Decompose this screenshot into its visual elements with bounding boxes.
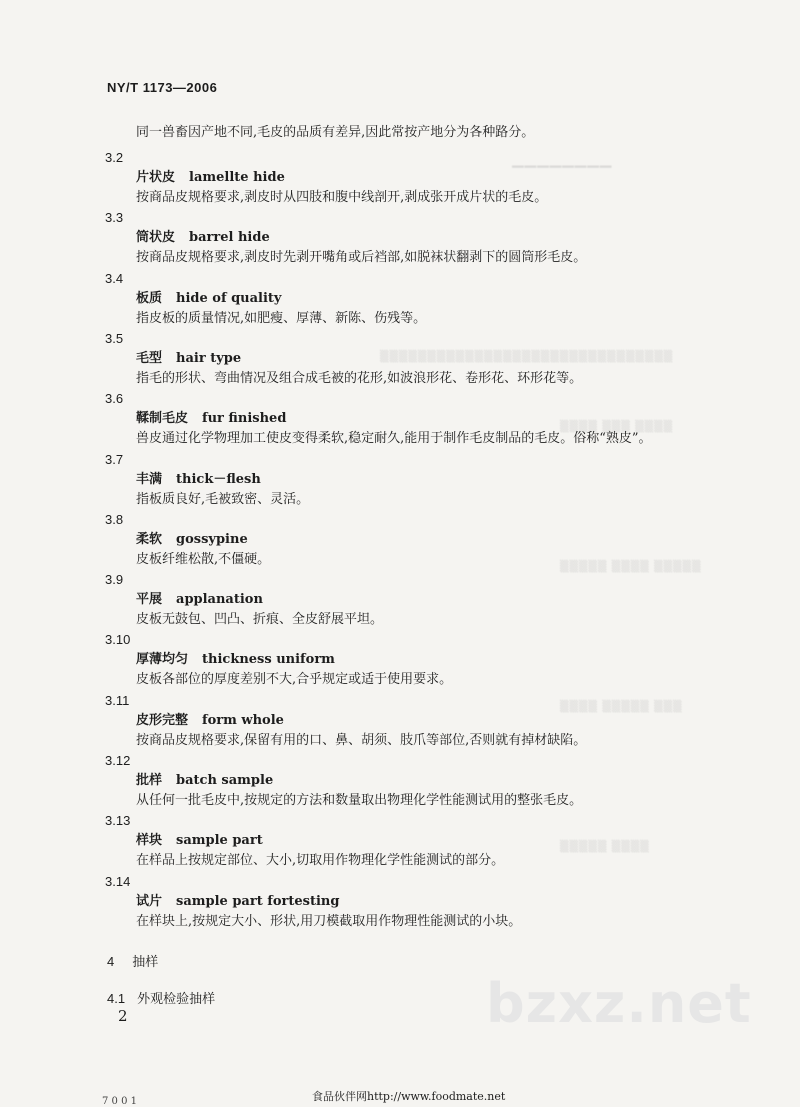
section-number: 4: [107, 954, 115, 969]
footer-text: 食品伙伴网http://www.foodmate.net: [312, 1090, 506, 1103]
section-number: 4.1: [107, 991, 126, 1006]
term-english: thickness uniform: [202, 652, 335, 668]
term-definition: 指皮板的质量情况,如肥瘦、厚薄、新陈、伤残等。: [136, 310, 427, 326]
term-number: 3.7: [105, 451, 124, 467]
term-chinese: 样块: [136, 833, 163, 849]
bleed-through-text: ▒▒▒▒▒▒▒▒▒▒▒▒▒▒▒▒▒▒▒▒▒▒▒▒▒▒▒▒▒▒▒: [380, 350, 674, 363]
term-number: 3.11: [105, 692, 130, 708]
term-number: 3.6: [105, 391, 124, 407]
term-number: 3.4: [105, 270, 124, 286]
term-number: 3.9: [105, 572, 124, 588]
corner-mark: 7 0 0 1: [102, 1096, 137, 1107]
term-definition: 按商品皮规格要求,剥皮时先剥开嘴角或后裆部,如脱袜状翻剥下的圆筒形毛皮。: [136, 250, 587, 266]
term-english: hair type: [176, 350, 242, 366]
term-chinese: 毛型: [136, 350, 163, 366]
term-title: [136, 648, 335, 667]
term-chinese: 鞣制毛皮: [136, 411, 189, 427]
term-chinese: 筒状皮: [136, 230, 176, 246]
section-title: 外观检验抽样: [137, 991, 216, 1006]
term-title: [136, 890, 339, 909]
term-english: form whole: [202, 712, 284, 728]
term-english: hide of quality: [176, 290, 282, 306]
bleed-through-text: ▒▒▒▒ ▒▒▒ ▒▒▒▒: [560, 420, 674, 433]
term-number: 3.3: [105, 210, 124, 226]
term-english: lamellte hide: [189, 170, 285, 185]
term-definition: 从任何一批毛皮中,按规定的方法和数量取出物理化学性能测试用的整张毛皮。: [136, 793, 583, 808]
term-title: [136, 588, 263, 607]
term-chinese: 丰满: [136, 471, 163, 487]
term-title: [136, 407, 286, 426]
term-definition: 按商品皮规格要求,剥皮时从四肢和腹中线剖开,剥成张开成片状的毛皮。: [136, 190, 548, 205]
term-english: fur finished: [202, 411, 287, 427]
term-english: sample part fortesting: [176, 893, 340, 909]
term-title: [136, 347, 241, 366]
bleed-through-text: ▒▒▒▒▒ ▒▒▒▒: [560, 840, 650, 853]
term-title: [136, 287, 281, 306]
intro-paragraph: 同一兽畜因产地不同,毛皮的品质有差异,因此常按产地分为各种路分。: [136, 125, 535, 140]
term-definition: 按商品皮规格要求,保留有用的口、鼻、胡须、肢爪等部位,否则就有掉材缺陷。: [136, 732, 587, 748]
term-number: 3.10: [105, 632, 131, 648]
section-heading-4: [107, 951, 158, 970]
section-heading-4-1: [107, 988, 215, 1007]
bleed-through-text: ▁▁▁▁▁▁▁▁: [512, 150, 613, 168]
site-watermark: bzxz.net: [486, 972, 752, 1035]
term-definition: 在样块上,按规定大小、形状,用刀模截取用作物理性能测试的小块。: [136, 913, 522, 929]
term-definition: 在样品上按规定部位、大小,切取用作物理化学性能测试的部分。: [136, 853, 505, 869]
bleed-through-text: ▒▒▒▒ ▒▒▒▒▒ ▒▒▒: [560, 700, 683, 713]
term-number: 3.2: [105, 150, 124, 165]
term-definition: 兽皮通过化学物理加工使皮变得柔软,稳定耐久,能用于制作毛皮制品的毛皮。俗称“熟皮”。: [136, 431, 652, 447]
term-definition: 皮板纤维松散,不僵硬。: [136, 551, 271, 567]
term-chinese: 厚薄均匀: [136, 652, 189, 668]
term-title: [136, 166, 285, 185]
term-chinese: 批样: [136, 773, 163, 788]
term-definition: 皮板各部位的厚度差别不大,合乎规定或适于使用要求。: [136, 672, 453, 688]
term-definition: 指板质良好,毛被致密、灵活。: [136, 491, 310, 507]
term-number: 3.14: [105, 873, 131, 889]
term-chinese: 试片: [136, 893, 163, 909]
term-title: [136, 468, 261, 487]
term-number: 3.5: [105, 330, 124, 346]
page-number: 2: [118, 1007, 128, 1025]
term-chinese: 平展: [136, 592, 163, 608]
bleed-through-text: ▒▒▒▒▒ ▒▒▒▒ ▒▒▒▒▒: [560, 560, 702, 573]
term-english: barrel hide: [189, 230, 270, 246]
term-definition: 指毛的形状、弯曲情况及组合成毛被的花形,如波浪形花、卷形花、环形花等。: [136, 370, 583, 386]
term-title: [136, 528, 248, 547]
term-number: 3.13: [105, 813, 131, 829]
term-english: thick－flesh: [176, 471, 261, 487]
term-chinese: 板质: [136, 290, 163, 306]
section-title: 抽样: [132, 954, 159, 969]
term-title: [136, 829, 263, 848]
term-title: [136, 709, 284, 728]
term-english: gossypine: [176, 531, 248, 547]
document-code: NY/T 1173—2006: [107, 80, 218, 95]
term-title: [136, 769, 273, 788]
term-english: sample part: [176, 833, 263, 849]
term-chinese: 皮形完整: [136, 712, 189, 728]
term-number: 3.8: [105, 511, 124, 527]
term-definition: 皮板无鼓包、凹凸、折痕、全皮舒展平坦。: [136, 612, 384, 628]
term-english: batch sample: [176, 773, 274, 788]
term-title: [136, 226, 270, 245]
term-chinese: 柔软: [136, 531, 163, 547]
term-chinese: 片状皮: [136, 170, 176, 185]
term-english: applanation: [176, 592, 263, 608]
term-number: 3.12: [105, 753, 131, 768]
